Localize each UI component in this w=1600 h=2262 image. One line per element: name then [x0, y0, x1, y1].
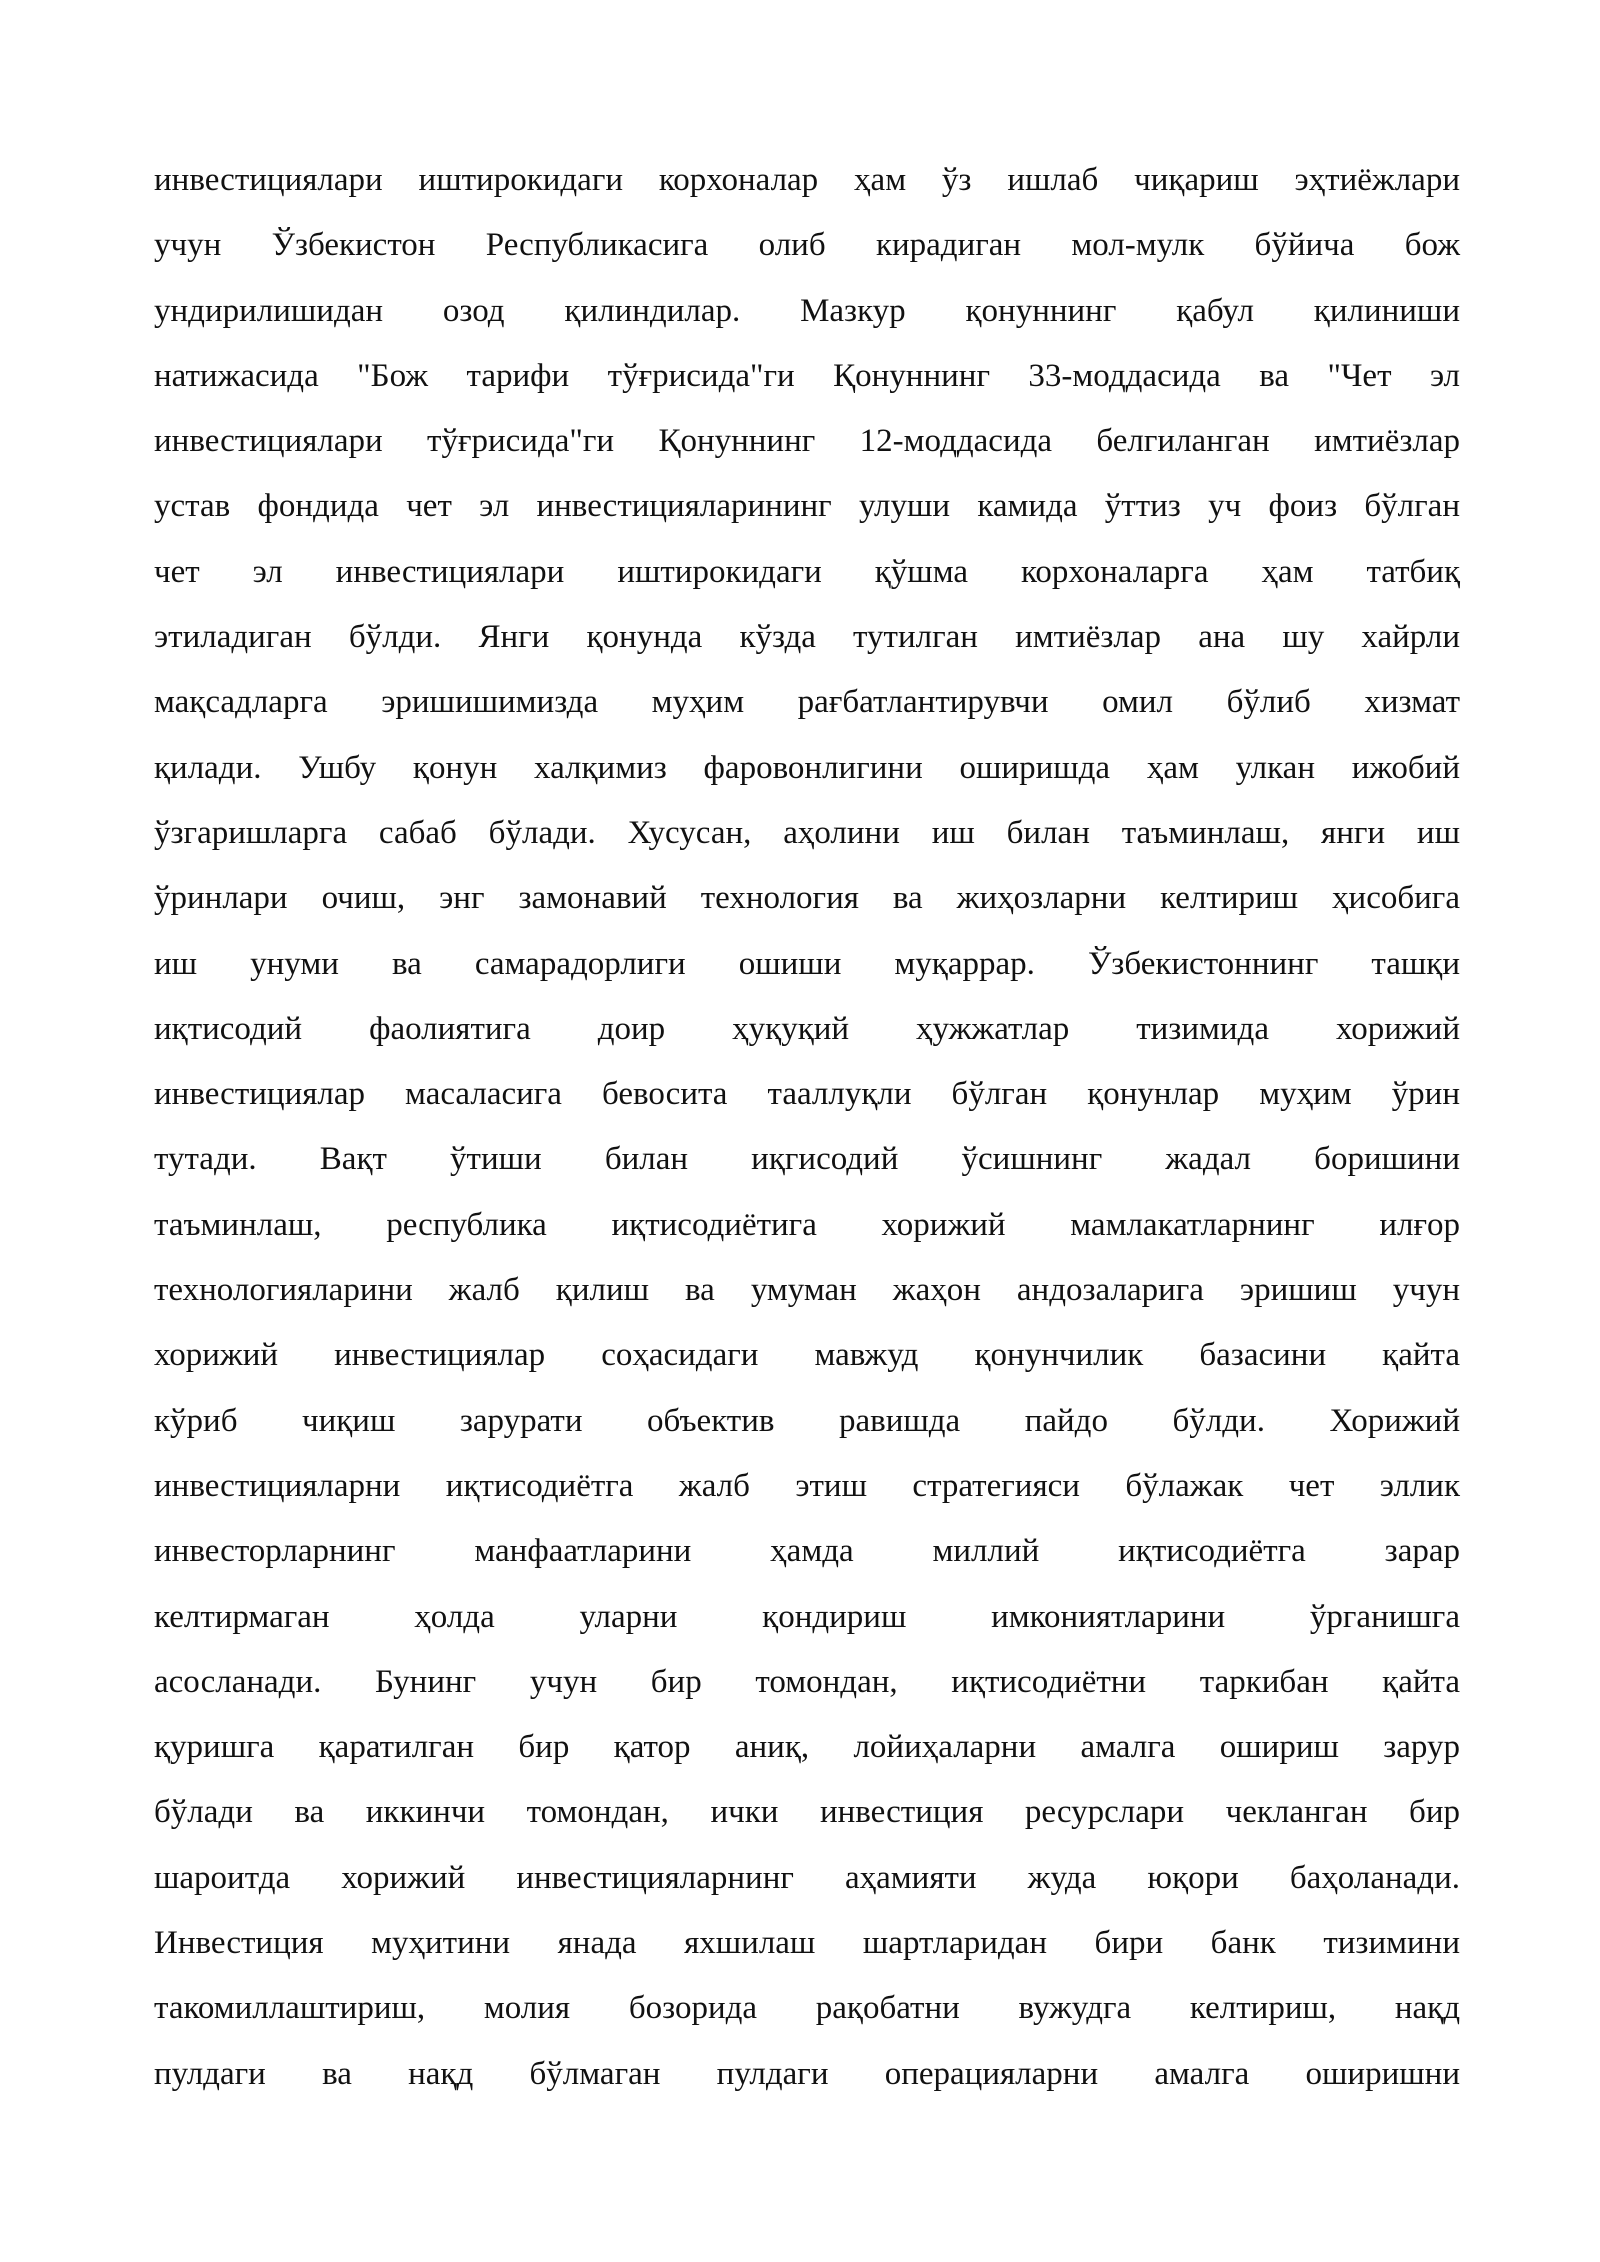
text-line: такомиллаштириш, молия бозорида рақобатни вужудга келтириш, нақд — [154, 1990, 1460, 2027]
text-line: келтирмаган ҳолда уларни қондириш имкониятларини ўрганишга — [154, 1598, 1460, 1635]
text-line: учун Ўзбекистон Республикасига олиб кирадиган мол-мулк бўйича бож — [154, 227, 1460, 264]
text-line: натижасида "Бож тарифи тўғрисида"ги Қонуннинг 33-моддасида ва "Чет эл — [154, 357, 1460, 394]
text-line: кўриб чиқиш зарурати объектив равишда пайдо бўлди. Хорижий — [154, 1402, 1460, 1439]
text-line: инвестициялари тўғрисида"ги Қонуннинг 12-моддасида белгиланган имтиёзлар — [154, 423, 1460, 460]
text-line: иш унуми ва самарадорлиги ошиши муқаррар. Ўзбекистоннинг ташқи — [154, 945, 1460, 982]
text-line: инвестициялар масаласига бевосита тааллуқли бўлган қонунлар муҳим ўрин — [154, 1076, 1460, 1113]
text-line: ўринлари очиш, энг замонавий технология ва жиҳозларни келтириш ҳисобига — [154, 880, 1460, 917]
text-line: инвестициялари иштирокидаги корхоналар ҳам ўз ишлаб чиқариш эҳтиёжлари — [154, 162, 1460, 198]
text-line: устав фондида чет эл инвестицияларининг улуши камида ўттиз уч фоиз бўлган — [154, 488, 1460, 525]
text-line: хорижий инвестициялар соҳасидаги мавжуд қонунчилик базасини қайта — [154, 1337, 1460, 1374]
text-line: этиладиган бўлди. Янги қонунда кўзда тутилган имтиёзлар ана шу хайрли — [154, 619, 1460, 656]
text-line: мақсадларга эришишимизда муҳим рағбатлантирувчи омил бўлиб хизмат — [154, 684, 1460, 721]
text-line: инвестицияларни иқтисодиётга жалб этиш стратегияси бўлажак чет эллик — [154, 1467, 1460, 1504]
text-line: чет эл инвестициялари иштирокидаги қўшма корхоналарга ҳам татбиқ — [154, 553, 1460, 590]
text-line: иқтисодий фаолиятига доир ҳуқуқий ҳужжатлар тизимида хорижий — [154, 1010, 1460, 1047]
text-line: тутади. Вақт ўтиши билан иқгисодий ўсишнинг жадал боришини — [154, 1141, 1460, 1178]
text-line: инвесторларнинг манфаатларини ҳамда миллий иқтисодиётга зарар — [154, 1533, 1460, 1570]
text-line: таъминлаш, республика иқтисодиётига хорижий мамлакатларнинг илғор — [154, 1206, 1460, 1243]
text-line: ундирилишидан озод қилиндилар. Мазкур қонуннинг қабул қилиниши — [154, 292, 1460, 329]
text-line: бўлади ва иккинчи томондан, ички инвестиция ресурслари чекланган бир — [154, 1794, 1460, 1831]
text-line: пулдаги ва нақд бўлмаган пулдаги операцияларни амалга оширишни — [154, 2055, 1460, 2092]
text-line: қилади. Ушбу қонун халқимиз фаровонлигини оширишда ҳам улкан ижобий — [154, 749, 1460, 786]
text-line: технологияларини жалб қилиш ва умуман жаҳон андозаларига эришиш учун — [154, 1272, 1460, 1309]
text-line: ўзгаришларга сабаб бўлади. Хусусан, аҳолини иш билан таъминлаш, янги иш — [154, 814, 1460, 851]
text-line: шароитда хорижий инвестицияларнинг аҳамияти жуда юқори баҳоланади. — [154, 1859, 1460, 1896]
text-line: қуришга қаратилган бир қатор аниқ, лойиҳаларни амалга ошириш зарур — [154, 1729, 1460, 1766]
text-line: асосланади. Бунинг учун бир томондан, иқтисодиётни таркибан қайта — [154, 1663, 1460, 1700]
text-line: Инвестиция муҳитини янада яхшилаш шартларидан бири банк тизимини — [154, 1925, 1460, 1962]
body-text — [154, 148, 1460, 2107]
